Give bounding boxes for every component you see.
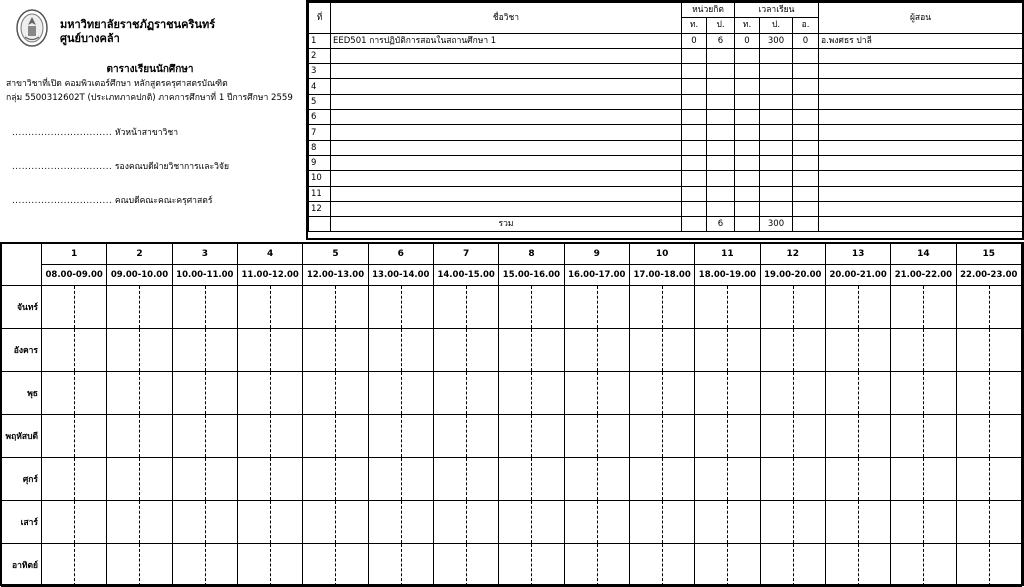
time-slot — [499, 458, 564, 501]
course-subject — [331, 186, 682, 201]
period-time: 21.00-22.00 — [891, 265, 956, 286]
period-time: 16.00-17.00 — [564, 265, 629, 286]
header-hours-other: อ. — [793, 18, 819, 33]
day-row — [2, 415, 1022, 458]
time-slot — [303, 286, 368, 329]
total-label: รวม — [331, 217, 682, 232]
course-row — [309, 110, 1023, 125]
time-slot — [891, 501, 956, 544]
course-subject — [331, 79, 682, 94]
time-slot — [956, 286, 1021, 329]
time-slot — [42, 501, 107, 544]
course-hours-practice — [760, 155, 793, 170]
period-number: 6 — [368, 244, 433, 265]
total-hours-other — [793, 217, 819, 232]
course-hours-other — [793, 110, 819, 125]
signature-title: คณบดีคณะคณะครุศาสตร์ — [114, 196, 213, 206]
header-credit-theory: ท. — [682, 18, 707, 33]
period-number: 10 — [629, 244, 694, 265]
course-credit-theory — [682, 94, 707, 109]
course-row — [309, 94, 1023, 109]
schedule-title: ตารางเรียนนักศึกษา — [106, 64, 194, 75]
total-hours-practice: 300 — [760, 217, 793, 232]
header-hours-practice: ป. — [760, 18, 793, 33]
time-slot — [760, 372, 825, 415]
course-credit-theory — [682, 64, 707, 79]
weekly-timetable — [1, 243, 1022, 587]
time-slot — [433, 458, 498, 501]
course-row — [309, 48, 1023, 63]
time-slot — [760, 458, 825, 501]
course-hours-practice — [760, 79, 793, 94]
course-no: 10 — [309, 171, 331, 186]
time-slot — [368, 458, 433, 501]
header-credit-practice: ป. — [707, 18, 735, 33]
course-hours-other — [793, 64, 819, 79]
time-slot — [368, 372, 433, 415]
course-no: 11 — [309, 186, 331, 201]
day-row — [2, 329, 1022, 372]
time-slot — [107, 329, 172, 372]
period-number: 1 — [42, 244, 107, 265]
time-slot — [237, 329, 302, 372]
course-subject — [331, 110, 682, 125]
time-slot — [172, 501, 237, 544]
period-time: 12.00-13.00 — [303, 265, 368, 286]
course-subject: EED501 การปฏิบัติการสอนในสถานศึกษา 1 — [331, 33, 682, 48]
course-hours-other — [793, 48, 819, 63]
signature-line-dean: ............................... คณบดีคณะคณะครุศาสตร์ — [12, 196, 213, 206]
course-credit-theory — [682, 171, 707, 186]
course-instructor — [819, 48, 1023, 63]
header-no: ที่ — [309, 3, 331, 34]
header-hours: เวลาเรียน — [735, 3, 819, 18]
course-hours-practice — [760, 186, 793, 201]
university-seal-icon — [16, 9, 48, 47]
course-row — [309, 33, 1023, 48]
time-slot — [760, 286, 825, 329]
time-slot — [107, 544, 172, 587]
course-instructor — [819, 94, 1023, 109]
period-time: 19.00-20.00 — [760, 265, 825, 286]
time-slot — [564, 501, 629, 544]
header-credits: หน่วยกิต — [682, 3, 735, 18]
time-slot — [499, 372, 564, 415]
day-row — [2, 544, 1022, 587]
total-credit-practice: 6 — [707, 217, 735, 232]
signature-line-deputy: ............................... รองคณบดีฝ่ายวิชาการและวิจัย — [12, 162, 229, 172]
course-subject — [331, 155, 682, 170]
course-no: 6 — [309, 110, 331, 125]
period-time: 08.00-09.00 — [42, 265, 107, 286]
period-time: 10.00-11.00 — [172, 265, 237, 286]
time-slot — [499, 544, 564, 587]
course-row — [309, 155, 1023, 170]
course-credit-theory — [682, 155, 707, 170]
time-slot — [629, 544, 694, 587]
time-slot — [237, 286, 302, 329]
period-number: 7 — [433, 244, 498, 265]
course-hours-other — [793, 125, 819, 140]
period-number: 2 — [107, 244, 172, 265]
period-time: 20.00-21.00 — [825, 265, 890, 286]
course-credit-practice — [707, 155, 735, 170]
course-row — [309, 186, 1023, 201]
time-slot — [107, 286, 172, 329]
course-instructor — [819, 201, 1023, 216]
course-credit-practice — [707, 186, 735, 201]
time-slot — [237, 501, 302, 544]
time-slot — [956, 329, 1021, 372]
course-no: 3 — [309, 64, 331, 79]
course-table — [308, 2, 1023, 232]
course-subject — [331, 64, 682, 79]
course-instructor — [819, 125, 1023, 140]
course-hours-other — [793, 186, 819, 201]
campus-name: ศูนย์บางคล้า — [60, 32, 120, 45]
course-no: 9 — [309, 155, 331, 170]
time-slot — [825, 372, 890, 415]
period-time: 17.00-18.00 — [629, 265, 694, 286]
time-slot — [303, 501, 368, 544]
course-hours-other — [793, 155, 819, 170]
course-credit-practice — [707, 79, 735, 94]
day-label: เสาร์ — [2, 501, 42, 544]
time-slot — [891, 329, 956, 372]
period-time: 13.00-14.00 — [368, 265, 433, 286]
time-slot — [368, 544, 433, 587]
time-slot — [368, 501, 433, 544]
time-slot — [695, 372, 760, 415]
course-credit-practice — [707, 110, 735, 125]
course-row — [309, 140, 1023, 155]
time-slot — [891, 286, 956, 329]
period-number: 13 — [825, 244, 890, 265]
day-row — [2, 458, 1022, 501]
course-no: 4 — [309, 79, 331, 94]
course-credit-theory — [682, 186, 707, 201]
time-slot — [695, 544, 760, 587]
course-credit-theory — [682, 201, 707, 216]
time-slot — [825, 544, 890, 587]
course-subject — [331, 125, 682, 140]
time-slot — [42, 458, 107, 501]
period-number: 9 — [564, 244, 629, 265]
total-row — [309, 217, 1023, 232]
time-slot — [629, 501, 694, 544]
time-slot — [237, 415, 302, 458]
time-slot — [564, 286, 629, 329]
time-slot — [172, 286, 237, 329]
time-slot — [433, 544, 498, 587]
course-credit-practice — [707, 171, 735, 186]
day-label: พฤหัสบดี — [2, 415, 42, 458]
time-slot — [368, 415, 433, 458]
time-slot — [172, 372, 237, 415]
time-slot — [172, 415, 237, 458]
day-row — [2, 501, 1022, 544]
time-slot — [629, 286, 694, 329]
time-slot — [42, 286, 107, 329]
time-slot — [172, 329, 237, 372]
course-credit-practice — [707, 94, 735, 109]
time-slot — [172, 544, 237, 587]
total-hours-theory — [735, 217, 760, 232]
period-time: 09.00-10.00 — [107, 265, 172, 286]
time-slot — [107, 501, 172, 544]
period-time: 14.00-15.00 — [433, 265, 498, 286]
course-credit-theory — [682, 110, 707, 125]
time-slot — [433, 372, 498, 415]
day-row — [2, 372, 1022, 415]
course-hours-theory — [735, 155, 760, 170]
time-slot — [695, 286, 760, 329]
period-time: 15.00-16.00 — [499, 265, 564, 286]
time-slot — [564, 544, 629, 587]
time-slot — [42, 329, 107, 372]
course-row — [309, 171, 1023, 186]
time-slot — [303, 415, 368, 458]
time-slot — [695, 415, 760, 458]
time-slot — [303, 329, 368, 372]
course-subject — [331, 201, 682, 216]
time-slot — [629, 415, 694, 458]
course-instructor — [819, 155, 1023, 170]
period-time: 11.00-12.00 — [237, 265, 302, 286]
time-slot — [695, 501, 760, 544]
time-slot — [891, 458, 956, 501]
time-slot — [629, 458, 694, 501]
time-slot — [42, 372, 107, 415]
time-slot — [564, 329, 629, 372]
corner-cell — [2, 244, 42, 286]
time-slot — [237, 544, 302, 587]
time-slot — [825, 458, 890, 501]
time-slot — [499, 415, 564, 458]
time-slot — [433, 286, 498, 329]
time-slot — [629, 372, 694, 415]
time-slot — [368, 286, 433, 329]
time-slot — [956, 458, 1021, 501]
course-credit-theory: 0 — [682, 33, 707, 48]
course-credit-practice — [707, 64, 735, 79]
course-credit-practice — [707, 201, 735, 216]
course-hours-practice — [760, 140, 793, 155]
course-hours-practice — [760, 48, 793, 63]
day-label: อาทิตย์ — [2, 544, 42, 587]
time-slot — [433, 415, 498, 458]
time-slot — [42, 544, 107, 587]
course-credit-theory — [682, 125, 707, 140]
time-slot — [303, 544, 368, 587]
time-slot — [172, 458, 237, 501]
header-hours-theory: ท. — [735, 18, 760, 33]
time-slot — [956, 501, 1021, 544]
course-credit-practice — [707, 48, 735, 63]
time-slot — [303, 458, 368, 501]
time-slot — [303, 372, 368, 415]
course-hours-theory — [735, 79, 760, 94]
period-number: 4 — [237, 244, 302, 265]
university-name: มหาวิทยาลัยราชภัฏราชนครินทร์ — [60, 18, 216, 31]
time-slot — [956, 372, 1021, 415]
course-hours-other — [793, 171, 819, 186]
day-label: อังคาร — [2, 329, 42, 372]
time-slot — [760, 501, 825, 544]
day-label: ศุกร์ — [2, 458, 42, 501]
header-instructor: ผู้สอน — [819, 3, 1023, 34]
time-slot — [42, 415, 107, 458]
course-instructor — [819, 186, 1023, 201]
course-subject — [331, 48, 682, 63]
time-slot — [891, 544, 956, 587]
time-slot — [107, 415, 172, 458]
course-hours-theory — [735, 186, 760, 201]
course-hours-practice — [760, 201, 793, 216]
time-slot — [695, 329, 760, 372]
time-slot — [499, 286, 564, 329]
period-number: 11 — [695, 244, 760, 265]
time-slot — [956, 415, 1021, 458]
signature-line-head: ............................... หัวหน้าสาขาวิชา — [12, 128, 179, 138]
course-credit-practice: 6 — [707, 33, 735, 48]
course-instructor: อ.พงศธร ปาลี — [819, 33, 1023, 48]
course-subject — [331, 171, 682, 186]
time-slot — [956, 544, 1021, 587]
time-slot — [107, 372, 172, 415]
time-slot — [695, 458, 760, 501]
time-slot — [107, 458, 172, 501]
time-slot — [825, 286, 890, 329]
course-no: 12 — [309, 201, 331, 216]
course-no: 1 — [309, 33, 331, 48]
time-slot — [368, 329, 433, 372]
day-label: จันทร์ — [2, 286, 42, 329]
course-credit-practice — [707, 140, 735, 155]
course-instructor — [819, 64, 1023, 79]
course-no: 2 — [309, 48, 331, 63]
course-hours-other — [793, 201, 819, 216]
time-slot — [891, 372, 956, 415]
course-hours-theory — [735, 201, 760, 216]
day-row — [2, 286, 1022, 329]
course-hours-practice: 300 — [760, 33, 793, 48]
course-instructor — [819, 171, 1023, 186]
time-slot — [499, 329, 564, 372]
course-credit-theory — [682, 140, 707, 155]
time-slot — [499, 501, 564, 544]
program-line: สาขาวิชาที่เปิด คอมพิวเตอร์ศึกษา หลักสูตรครุศาสตรบัณฑิต — [6, 79, 228, 89]
course-hours-theory — [735, 140, 760, 155]
time-slot — [433, 501, 498, 544]
time-slot — [825, 415, 890, 458]
course-row — [309, 64, 1023, 79]
course-hours-other: 0 — [793, 33, 819, 48]
course-hours-theory — [735, 94, 760, 109]
time-slot — [564, 458, 629, 501]
time-slot — [237, 458, 302, 501]
course-hours-practice — [760, 64, 793, 79]
time-slot — [760, 544, 825, 587]
period-time: 18.00-19.00 — [695, 265, 760, 286]
course-hours-theory — [735, 171, 760, 186]
period-number: 12 — [760, 244, 825, 265]
time-slot — [564, 372, 629, 415]
course-hours-other — [793, 140, 819, 155]
signature-title: หัวหน้าสาขาวิชา — [114, 128, 179, 138]
course-hours-theory: 0 — [735, 33, 760, 48]
course-hours-theory — [735, 48, 760, 63]
course-hours-practice — [760, 171, 793, 186]
time-slot — [825, 329, 890, 372]
total-credit-theory — [682, 217, 707, 232]
course-no: 5 — [309, 94, 331, 109]
time-slot — [237, 372, 302, 415]
time-slot — [564, 415, 629, 458]
course-row — [309, 201, 1023, 216]
signature-title: รองคณบดีฝ่ายวิชาการและวิจัย — [114, 162, 229, 172]
course-subject — [331, 140, 682, 155]
course-credit-theory — [682, 48, 707, 63]
course-row — [309, 79, 1023, 94]
course-hours-theory — [735, 125, 760, 140]
course-no: 7 — [309, 125, 331, 140]
course-instructor — [819, 140, 1023, 155]
course-hours-practice — [760, 110, 793, 125]
period-number: 3 — [172, 244, 237, 265]
course-instructor — [819, 110, 1023, 125]
time-slot — [433, 329, 498, 372]
course-credit-theory — [682, 79, 707, 94]
time-slot — [760, 415, 825, 458]
course-no: 8 — [309, 140, 331, 155]
period-number: 8 — [499, 244, 564, 265]
period-number: 5 — [303, 244, 368, 265]
course-hours-other — [793, 79, 819, 94]
day-label: พุธ — [2, 372, 42, 415]
course-subject — [331, 94, 682, 109]
period-number: 15 — [956, 244, 1021, 265]
group-line: กลุ่ม 5500312602T (ประเภทภาคปกติ) ภาคการศึกษาที่ 1 ปีการศึกษา 2559 — [6, 93, 293, 103]
time-slot — [629, 329, 694, 372]
time-slot — [825, 501, 890, 544]
course-instructor — [819, 79, 1023, 94]
course-hours-practice — [760, 94, 793, 109]
period-number: 14 — [891, 244, 956, 265]
course-hours-theory — [735, 110, 760, 125]
course-hours-practice — [760, 125, 793, 140]
header-subject: ชื่อวิชา — [331, 3, 682, 34]
course-hours-theory — [735, 64, 760, 79]
time-slot — [760, 329, 825, 372]
course-credit-practice — [707, 125, 735, 140]
period-time: 22.00-23.00 — [956, 265, 1021, 286]
time-slot — [891, 415, 956, 458]
course-hours-other — [793, 94, 819, 109]
course-row — [309, 125, 1023, 140]
